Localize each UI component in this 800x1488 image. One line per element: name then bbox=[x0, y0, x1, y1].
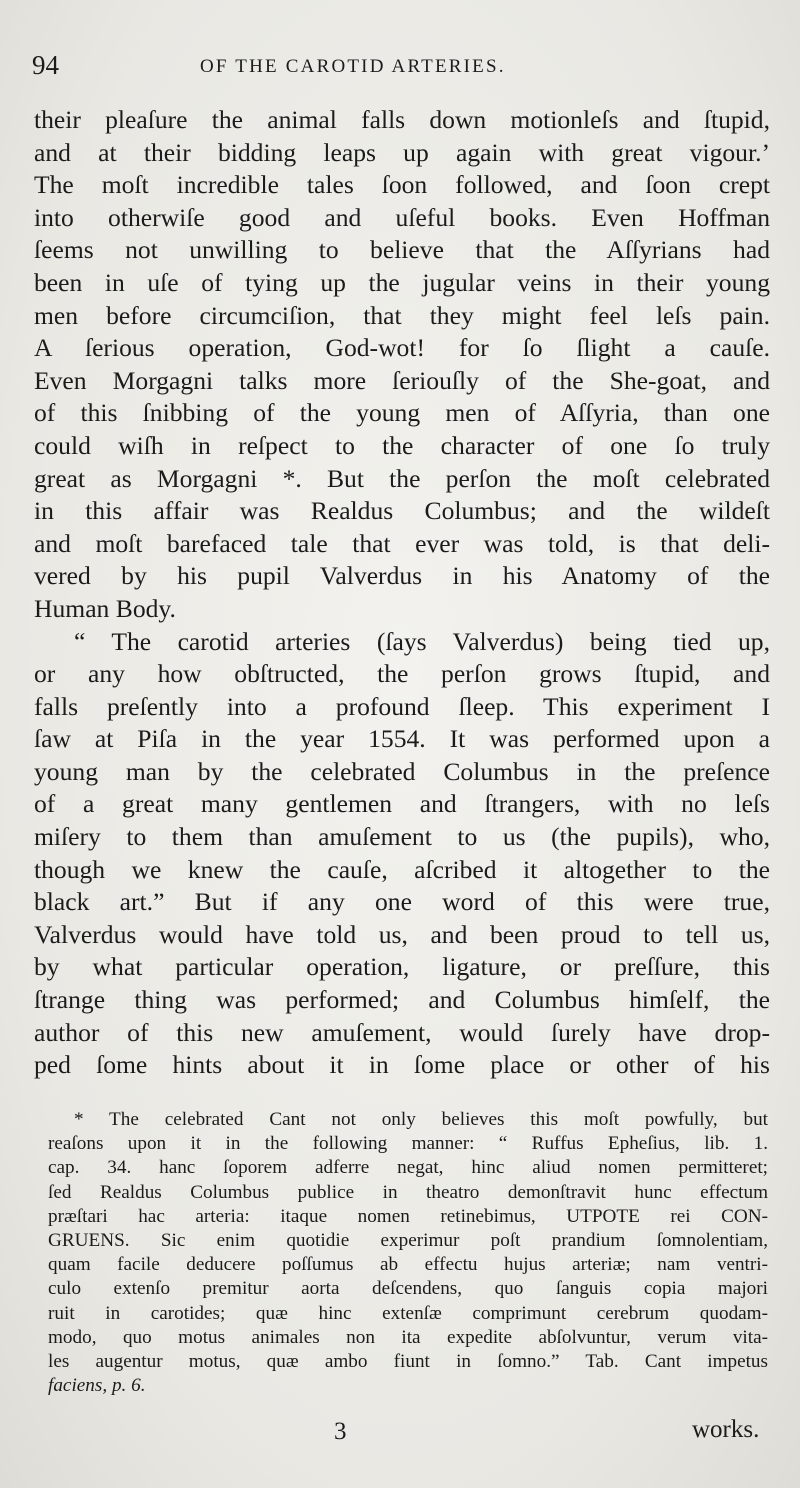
body-line: or any how obſtructed, the perſon grows ſtupid, and bbox=[34, 659, 770, 689]
footnote-line: faciens, p. 6. bbox=[48, 1375, 146, 1397]
footnote-line: ſed Realdus Columbus publice in theatro demonſtravit hunc effectum bbox=[48, 1181, 768, 1203]
body-line: and at their bidding leaps up again with great vigour.’ bbox=[34, 137, 770, 167]
footnote-line: culo extenſo premitur aorta deſcendens, quo ſanguis copia majori bbox=[48, 1278, 768, 1300]
body-line: Valverdus would have told us, and been proud to tell us, bbox=[34, 919, 770, 949]
footnote-line: les augentur motus, quæ ambo fiunt in ſomno.” Tab. Cant impetus bbox=[48, 1351, 768, 1373]
body-line: miſery to them than amuſement to us (the pupils), who, bbox=[34, 822, 770, 852]
body-line: ſaw at Piſa in the year 1554. It was performed upon a bbox=[34, 724, 770, 754]
body-line: Even Morgagni talks more ſeriouſly of the She-goat, and bbox=[34, 365, 770, 395]
body-line: ſeems not unwilling to believe that the Aſſyrians had bbox=[34, 235, 770, 265]
footnote-line: reaſons upon it in the following manner: “ Ruffus Epheſius, lib. 1. bbox=[48, 1133, 768, 1155]
catchword: works. bbox=[692, 1416, 760, 1443]
running-title: OF THE CAROTID ARTERIES. bbox=[200, 56, 506, 77]
footnote-line: modo, quo motus animales non ita expedite abſolvuntur, verum vita- bbox=[48, 1326, 768, 1348]
body-line: in this affair was Realdus Columbus; and the wildeſt bbox=[34, 496, 770, 526]
body-line: great as Morgagni *. But the perſon the moſt celebrated bbox=[34, 463, 770, 493]
body-line: vered by his pupil Valverdus in his Anatomy of the bbox=[34, 561, 770, 591]
body-line: their pleaſure the animal falls down motionleſs and ſtupid, bbox=[34, 105, 770, 134]
body-line: into otherwiſe good and uſeful books. Even Hoffman bbox=[34, 202, 770, 232]
body-line: by what particular operation, ligature, or preſſure, this bbox=[34, 952, 770, 982]
body-line: of a great many gentlemen and ſtrangers, with no leſs bbox=[34, 789, 770, 819]
body-line: ped ſome hints about it in ſome place or other of his bbox=[34, 1050, 770, 1080]
footnote-line: * The celebrated Cant not only believes this moſt powfully, but bbox=[74, 1109, 768, 1130]
footnote-line: præſtari hac arteria: itaque nomen retinebimus, UTPOTE rei CON- bbox=[48, 1205, 768, 1227]
body-line: and moſt barefaced tale that ever was told, is that deli- bbox=[34, 528, 770, 558]
body-line: though we knew the cauſe, aſcribed it altogether to the bbox=[34, 854, 770, 884]
footnote bbox=[48, 1108, 768, 1398]
body-line: of this ſnibbing of the young men of Aſſyria, than one bbox=[34, 398, 770, 428]
body-line: A ſerious operation, God-wot! for ſo ſlight a cauſe. bbox=[34, 333, 770, 363]
signature-mark: 3 bbox=[334, 1418, 347, 1445]
body-text bbox=[34, 104, 770, 1082]
footnote-line: quam facile deducere poſſumus ab effectu hujus arteriæ; nam ventri- bbox=[48, 1254, 768, 1276]
body-line: could wiſh in reſpect to the character of one ſo truly bbox=[34, 430, 770, 460]
body-line: falls preſently into a profound ſleep. This experiment I bbox=[34, 691, 770, 721]
body-line: “ The carotid arteries (ſays Valverdus) being tied up, bbox=[74, 626, 770, 656]
body-line: young man by the celebrated Columbus in the preſence bbox=[34, 756, 770, 786]
body-line: men before circumciſion, that they might feel leſs pain. bbox=[34, 300, 770, 330]
body-line: Human Body. bbox=[34, 593, 176, 623]
body-line: black art.” But if any one word of this were true, bbox=[34, 887, 770, 917]
body-line: ſtrange thing was performed; and Columbus himſelf, the bbox=[34, 985, 770, 1015]
page-number: 94 bbox=[32, 50, 59, 80]
body-line: been in uſe of tying up the jugular veins in their young bbox=[34, 267, 770, 297]
body-line: The moſt incredible tales ſoon followed, and ſoon crept bbox=[34, 170, 770, 200]
body-line: author of this new amuſement, would ſurely have drop- bbox=[34, 1017, 770, 1047]
footnote-line: cap. 34. hanc ſoporem adferre negat, hinc aliud nomen permitteret; bbox=[48, 1157, 768, 1179]
footnote-line: GRUENS. Sic enim quotidie experimur poſt prandium ſomnolentiam, bbox=[48, 1230, 768, 1252]
footnote-line: ruit in carotides; quæ hinc extenſæ comprimunt cerebrum quodam- bbox=[48, 1302, 768, 1324]
